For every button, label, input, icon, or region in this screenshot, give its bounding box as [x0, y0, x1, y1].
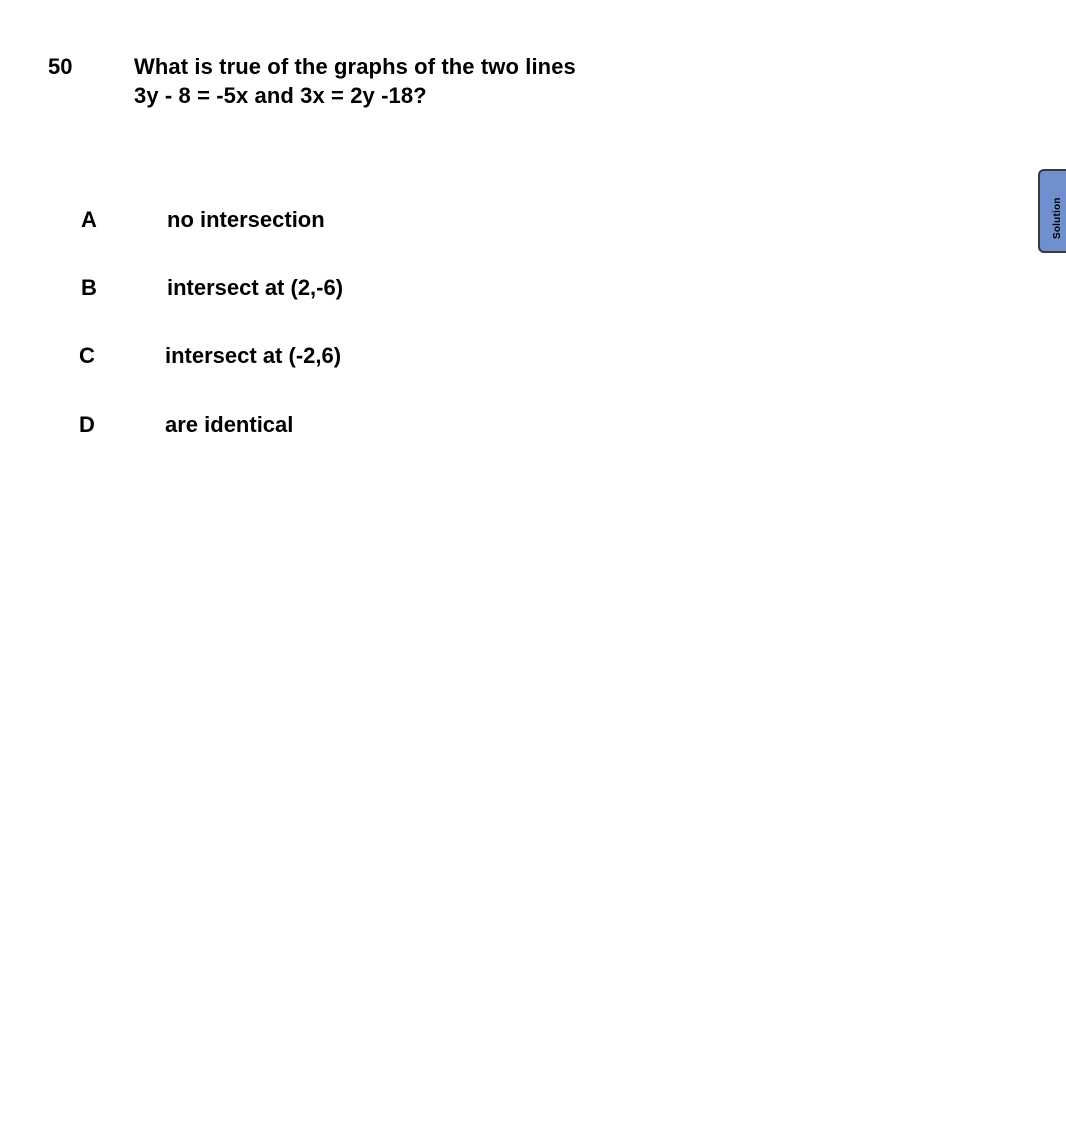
choice-text-c: intersect at (-2,6)	[165, 343, 342, 368]
answer-choice-d[interactable]	[79, 411, 479, 439]
answer-choice-b[interactable]	[81, 274, 481, 302]
choice-letter-c: C	[79, 343, 95, 368]
question-text	[134, 52, 576, 110]
answer-choice-a[interactable]	[81, 206, 481, 234]
question-line-2: 3y - 8 = -5x and 3x = 2y -18?	[134, 83, 427, 108]
choice-text-a: no intersection	[167, 207, 325, 232]
choice-text-d: are identical	[165, 412, 294, 437]
choice-letter-b: B	[81, 275, 97, 300]
solution-tab-label: Solution	[1052, 197, 1063, 239]
choice-letter-d: D	[79, 412, 95, 437]
question-number: 50	[48, 54, 73, 79]
question-line-1: What is true of the graphs of the two lines	[134, 54, 576, 79]
solution-tab-button[interactable]	[1038, 169, 1066, 253]
answer-choice-c[interactable]	[79, 342, 479, 370]
choice-text-b: intersect at (2,-6)	[167, 275, 344, 300]
choice-letter-a: A	[81, 207, 97, 232]
